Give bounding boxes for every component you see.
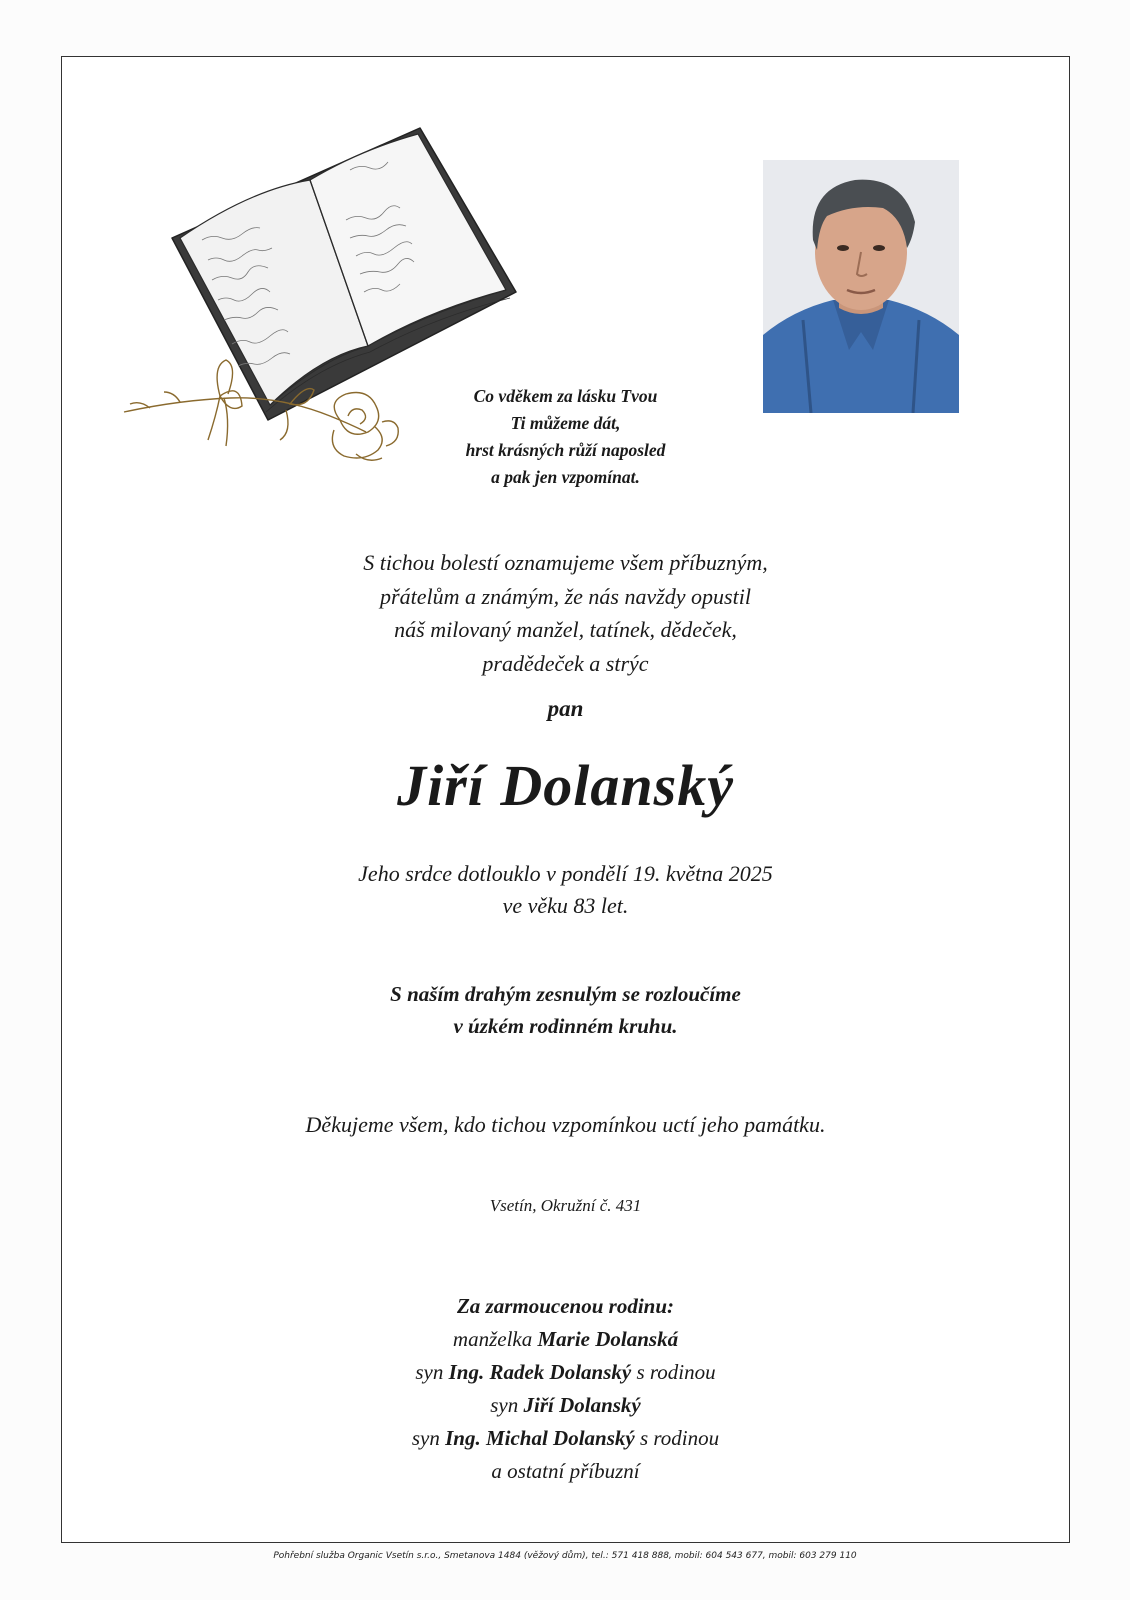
family-member [61,1422,1070,1455]
member-name: Ing. Michal Dolanský [445,1426,635,1450]
death-info [61,858,1070,922]
funeral-service-footer: Pohřební služba Organic Vsetín s.r.o., Smetanova 1484 (věžový dům), tel.: 571 418 888, mobil: 604 543 677, mobil: 603 279 110 [273,1551,857,1561]
family-member [61,1356,1070,1389]
farewell-line: v úzkém rodinném kruhu. [453,1014,678,1038]
family-member [61,1323,1070,1356]
death-info-line: Jeho srdce dotlouklo v pondělí 19. května 2025 [358,861,773,886]
farewell-notice [61,978,1070,1042]
announcement-line: přátelům a známým, že nás navždy opustil [380,583,751,609]
address: Vsetín, Okružní č. 431 [489,1196,642,1215]
member-suffix: s rodinou [636,1360,716,1384]
farewell-line: S naším drahým zesnulým se rozloučíme [390,982,741,1006]
announcement-line: pradědeček a strýc [482,650,649,676]
family-closing: a ostatní příbuzní [491,1459,640,1483]
member-suffix: s rodinou [639,1426,720,1450]
portrait-photo [763,160,959,413]
member-name: Marie Dolanská [537,1327,679,1351]
member-relation: syn [415,1360,444,1384]
family-member [61,1389,1070,1422]
member-relation: syn [490,1393,519,1417]
deceased-name: Jiří Dolanský [397,753,734,818]
poem-line: Co vděkem za lásku Tvou [473,386,658,406]
poem [61,383,1070,491]
death-info-line: ve věku 83 let. [502,893,629,918]
poem-line: a pak jen vzpomínat. [491,467,640,487]
member-name: Jiří Dolanský [523,1393,641,1417]
poem-line: hrst krásných růží naposled [465,440,666,460]
member-name: Ing. Radek Dolanský [448,1360,632,1384]
member-relation: syn [411,1426,440,1450]
announcement-line: náš milovaný manžel, tatínek, dědeček, [394,617,737,642]
poem-line: Ti můžeme dát, [510,413,621,433]
announcement-line: S tichou bolestí oznamujeme všem příbuzným, [363,550,768,575]
family-heading: Za zarmoucenou rodinu: [456,1294,675,1318]
salutation: pan [547,696,584,721]
thanks-text: Děkujeme všem, kdo tichou vzpomínkou uctí jeho památku. [305,1112,826,1137]
family-list [61,1290,1070,1488]
announcement [61,546,1070,680]
member-relation: manželka [452,1327,533,1351]
